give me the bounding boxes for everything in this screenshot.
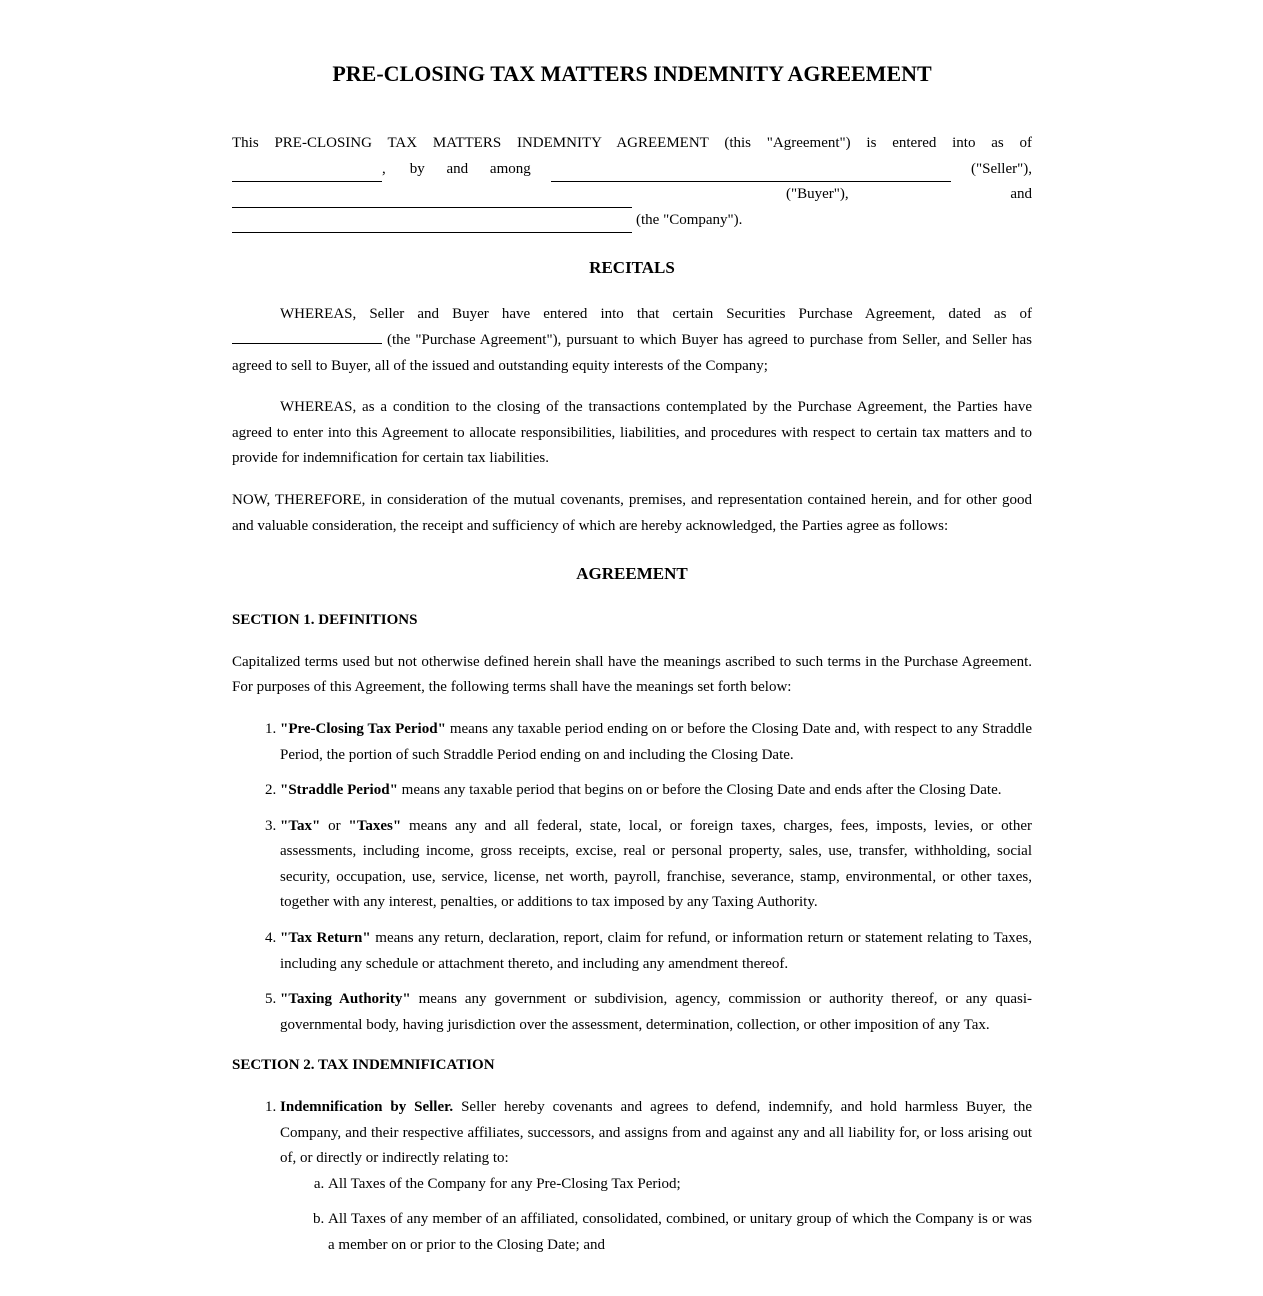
company-name-blank[interactable]	[232, 218, 632, 233]
preamble-line-1: This PRE-CLOSING TAX MATTERS INDEMNITY AGREEMENT (this "Agreement") is entered into as of	[232, 135, 1032, 151]
agreement-heading: AGREEMENT	[576, 564, 688, 584]
recital-1-end: (the "Purchase Agreement"), pursuant to which Buyer has agreed to purchase from Seller, and Seller has agreed to sell to Buyer, all of the issued and outstanding equity interests of the Company;	[232, 331, 1033, 374]
indemnification-item	[280, 1095, 1032, 1259]
preamble-comma: ,	[382, 160, 386, 177]
indemnification-text: Seller hereby covenants and agrees to defend, indemnify, and hold harmless Buyer, the Company, and their respective affiliates, successors, and assigns from and against any and all liability for, or loss arising out of, or directly or indirectly relating to:	[280, 1099, 1032, 1167]
date-blank[interactable]	[232, 167, 382, 182]
now-therefore-paragraph: NOW, THEREFORE, in consideration of the mutual covenants, premises, and representation contained herein, and for other good and valuable consideration, the receipt and sufficiency of which are hereby acknowledged, the Parties agree as follows:	[232, 491, 1032, 534]
definition-or: or	[320, 817, 349, 834]
recital-paragraph-2: WHEREAS, as a condition to the closing of the transactions contemplated by the Purchase Agreement, the Parties have agreed to enter into this Agreement to allocate responsibilities, liabilities, and procedures with respect to certain tax matters and to provide for indemnification for certain tax liabilities.	[232, 399, 1032, 467]
seller-name-blank[interactable]	[551, 167, 951, 182]
indemnification-subitems	[280, 1172, 1032, 1259]
buyer-label: ("Buyer"),	[786, 186, 849, 203]
recitals-heading: RECITALS	[589, 258, 675, 278]
indemnification-subitem: a. All Taxes of the Company for any Pre-Closing Tax Period;	[328, 1172, 1032, 1198]
definition-text: means any taxable period ending on or before the Closing Date and, with respect to any Straddle Period, the portion of such Straddle Period ending on and including the Closing Date.	[280, 720, 1032, 763]
definition-item	[280, 814, 1032, 916]
definition-item	[280, 778, 1032, 804]
definition-text: means any government or subdivision, agency, commission or authority thereof, or any quasi-governmental body, having jurisdiction over the assessment, determination, collection, or other imposition of any Tax.	[280, 991, 1032, 1033]
definition-text: means any taxable period that begins on or before the Closing Date and ends after the Closing Date.	[397, 782, 1002, 799]
definitions-list	[232, 717, 1032, 1039]
definition-term: "Tax Return"	[280, 930, 371, 947]
by-and-among-text: by and among	[409, 160, 531, 177]
purchase-agreement-date-blank[interactable]	[232, 329, 382, 344]
definition-term: "Pre-Closing Tax Period"	[280, 720, 446, 737]
company-label: (the "Company").	[636, 211, 743, 228]
definition-item	[280, 987, 1032, 1038]
and-text: and	[1010, 186, 1032, 203]
definition-item	[280, 717, 1032, 768]
preamble-line-4	[232, 208, 1032, 234]
buyer-name-blank[interactable]	[232, 193, 632, 208]
definition-term-2: "Taxes"	[348, 817, 402, 834]
indemnification-term: Indemnification by Seller.	[280, 1099, 454, 1116]
definition-term: "Tax"	[280, 817, 321, 834]
section-2-title: SECTION 2. TAX INDEMNIFICATION	[232, 1057, 495, 1074]
section-1-title: SECTION 1. DEFINITIONS	[232, 612, 418, 629]
seller-label: ("Seller"),	[971, 160, 1032, 177]
document-title: PRE-CLOSING TAX MATTERS INDEMNITY AGREEMENT	[332, 61, 932, 86]
definition-item	[280, 926, 1032, 977]
indemnification-subitem: b. All Taxes of any member of an affiliated, consolidated, combined, or unitary group of which the Company is or was a member on or prior to the Closing Date; and	[328, 1207, 1032, 1258]
definition-term: "Straddle Period"	[280, 782, 398, 799]
definition-text: means any return, declaration, report, claim for refund, or information return or statement relating to Taxes, including any schedule or attachment thereto, and including any amendment thereof.	[280, 930, 1032, 972]
preamble	[232, 131, 1032, 233]
preamble-line-2	[232, 157, 1032, 183]
indemnification-list	[232, 1095, 1032, 1259]
recital-paragraph-1	[232, 302, 1032, 379]
document-page	[232, 0, 1032, 1259]
recital-1-start: WHEREAS, Seller and Buyer have entered into that certain Securities Purchase Agreement, dated as of	[280, 306, 1032, 323]
definition-term: "Taxing Authority"	[280, 991, 411, 1008]
preamble-line-3	[232, 182, 1032, 208]
definition-text: means any and all federal, state, local, or foreign taxes, charges, fees, imposts, levies, or other assessments, including income, gross receipts, excise, real or personal property, sales, use, transfer, withholding, social security, occupation, use, service, license, net worth, payroll, franchise, severance, stamp, environmental, or other taxes, together with any interest, penalties, or additions to tax imposed by any Taxing Authority.	[280, 817, 1032, 911]
definitions-intro: Capitalized terms used but not otherwise defined herein shall have the meanings ascribed to such terms in the Purchase Agreement. For purposes of this Agreement, the following terms shall have the meanings set forth below:	[232, 653, 1032, 696]
